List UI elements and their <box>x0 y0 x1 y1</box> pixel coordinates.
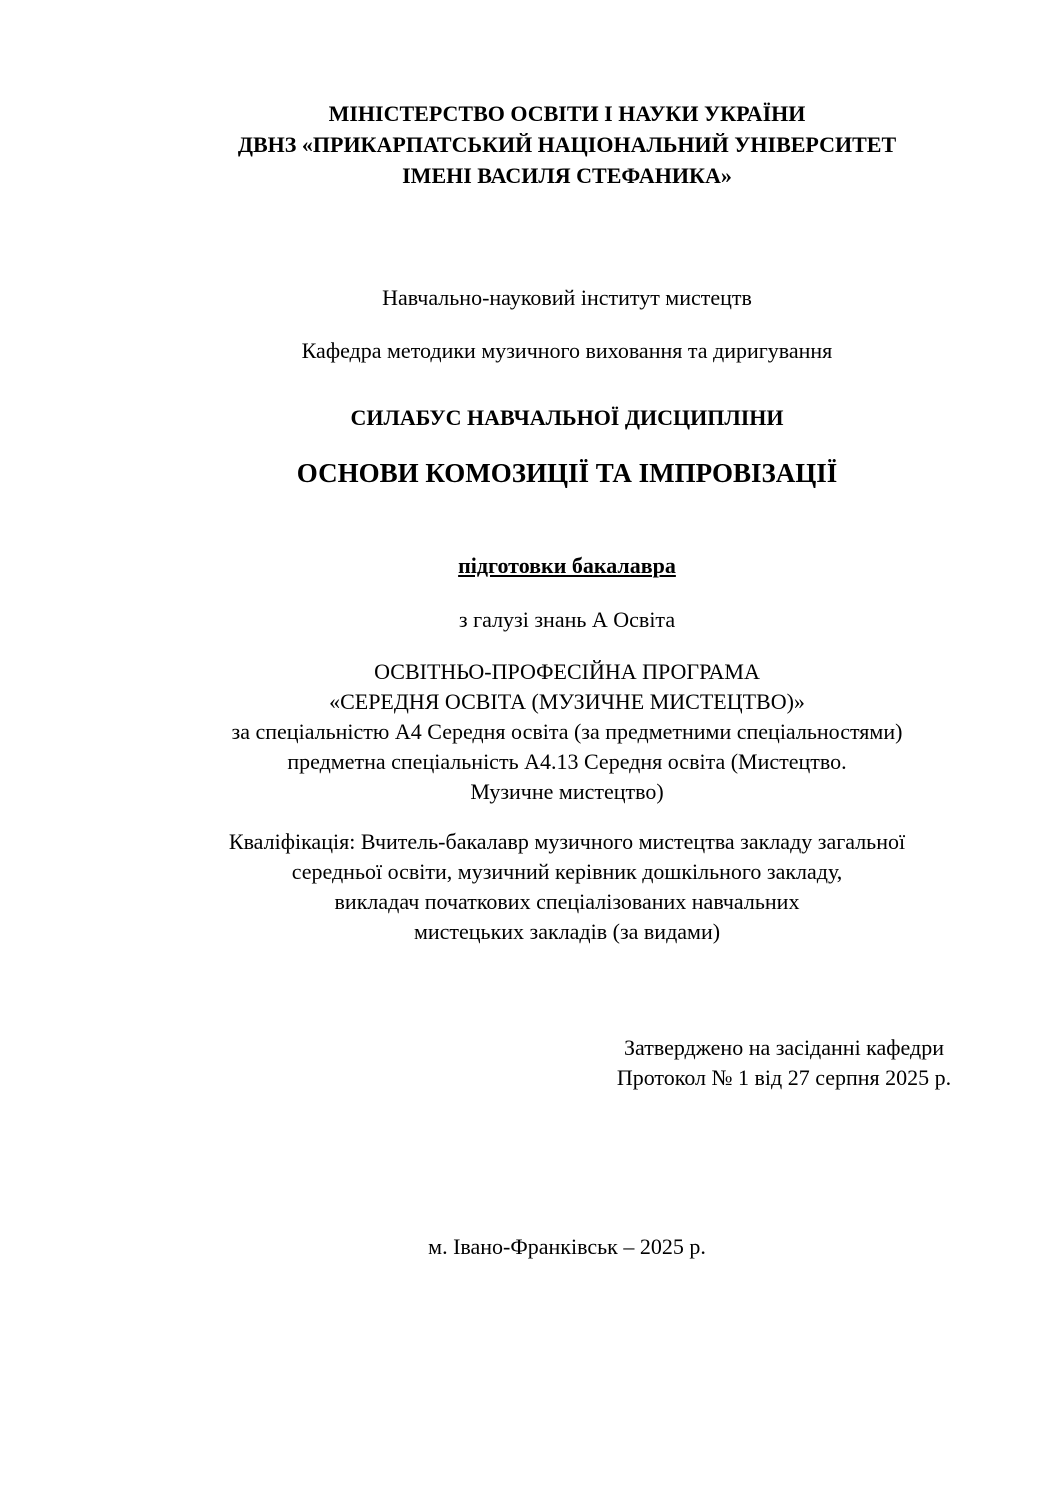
syllabus-label: СИЛАБУС НАВЧАЛЬНОЇ ДИСЦИПЛІНИ <box>350 405 784 430</box>
program-title: ОСВІТНЬО-ПРОФЕСІЙНА ПРОГРАМА <box>374 659 760 684</box>
degree-label: підготовки бакалавра <box>458 553 676 578</box>
department-block <box>126 336 1008 366</box>
ministry-header <box>126 98 1008 191</box>
program-block <box>126 657 1008 807</box>
approval-statement: Затверджено на засіданні кафедри <box>623 1035 944 1060</box>
department-name: Кафедра методики музичного виховання та диригування <box>301 338 833 363</box>
field-of-knowledge-block <box>126 605 1008 635</box>
course-title: ОСНОВИ КОМОЗИЦІЇ ТА ІМПРОВІЗАЦІЇ <box>296 458 838 488</box>
qualification-line-4: мистецьких закладів (за видами) <box>413 919 721 944</box>
syllabus-label-block <box>126 403 1008 433</box>
program-subject-specialty: предметна спеціальність А4.13 Середня освіта (Мистецтво. <box>287 749 847 774</box>
qualification-line-2: середньої освіти, музичний керівник дошкільного закладу, <box>291 859 843 884</box>
university-line: ДВНЗ «ПРИКАРПАТСЬКИЙ НАЦІОНАЛЬНИЙ УНІВЕРСИТЕТ <box>237 132 897 157</box>
approval-block <box>560 1033 1008 1093</box>
approval-protocol: Протокол № 1 від 27 серпня 2025 р. <box>616 1065 952 1090</box>
qualification-line-3: викладач початкових спеціалізованих навчальних <box>334 889 800 914</box>
qualification-block <box>126 827 1008 947</box>
institute-name: Навчально-науковий інститут мистецтв <box>382 285 752 310</box>
field-of-knowledge: з галузі знань А Освіта <box>458 607 676 632</box>
course-title-block <box>126 454 1008 492</box>
university-name-continued: ІМЕНІ ВАСИЛЯ СТЕФАНИКА» <box>402 163 732 188</box>
program-specialty: за спеціальністю А4 Середня освіта (за предметними спеціальностями) <box>231 719 903 744</box>
degree-block <box>126 551 1008 581</box>
ministry-line: МІНІСТЕРСТВО ОСВІТИ І НАУКИ УКРАЇНИ <box>328 101 806 126</box>
program-name: «СЕРЕДНЯ ОСВІТА (МУЗИЧНЕ МИСТЕЦТВО)» <box>329 689 805 714</box>
city-year-line: м. Івано-Франківськ – 2025 р. <box>428 1234 706 1259</box>
footer-block <box>126 1232 1008 1262</box>
program-subject-specialty-continued: Музичне мистецтво) <box>470 779 664 804</box>
institute-block <box>126 283 1008 313</box>
qualification-line-1: Кваліфікація: Вчитель-бакалавр музичного мистецтва закладу загальної <box>228 829 906 854</box>
